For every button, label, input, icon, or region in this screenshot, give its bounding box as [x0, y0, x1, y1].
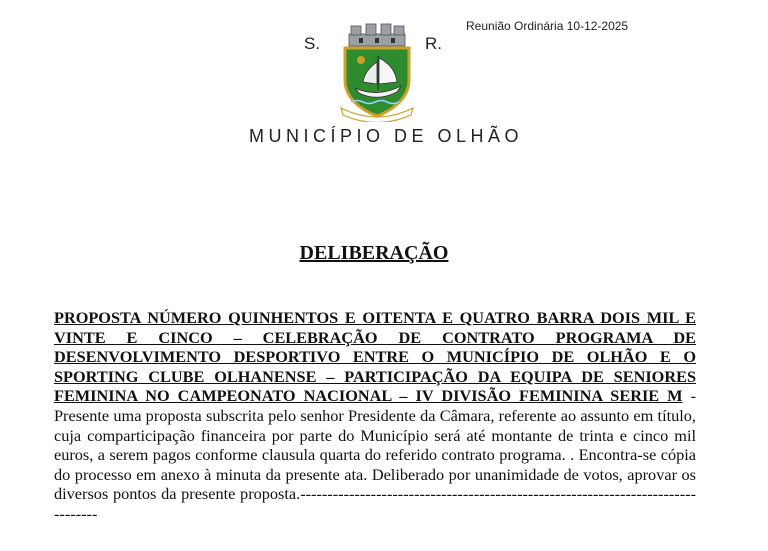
municipality-name: MUNICÍPIO DE OLHÃO [248, 126, 524, 146]
sr-left-label: S. [304, 34, 321, 53]
proposal-subject: PROPOSTA NÚMERO QUINHENTOS E OITENTA E QUATRO BARRA DOIS MIL E VINTE E CINCO – CELEBRAÇÃO DE CONTRATO PROGRAMA DE DESENVOLVIMENTO DESPORTIVO ENTRE O MUNICÍPIO DE OLHÃO E O SPORTING CLUBE OLHANENSE – PARTICIPAÇÃO DA EQUIPA DE SENIORES FEMININA NO CAMPEONATO NACIONAL – IV DIVISÃO FEMININA SERIE M [54, 308, 696, 406]
deliberation-body [54, 308, 696, 524]
municipal-coat-of-arms-icon [331, 22, 423, 122]
document-title: DELIBERAÇÃO [299, 242, 449, 264]
sr-right-label: R. [425, 34, 442, 53]
meeting-reference: Reunião Ordinária 10-12-2025 [466, 19, 629, 33]
deliberation-text: - Presente uma proposta subscrita pelo senhor Presidente da Câmara, referente ao assunto em título, cuja comparticipação financeira por parte do Município será até montante de trinta e cinco mil euros, a serem pagos conforme clausula quarta do referido contrato programa. . Encontra-se cópia do processo em anexo à minuta da presente ata. Deliberado por unanimidade de votos, aprovar os diversos pontos da presente proposta.--------------------------------------------------------------------------------- [54, 386, 696, 523]
